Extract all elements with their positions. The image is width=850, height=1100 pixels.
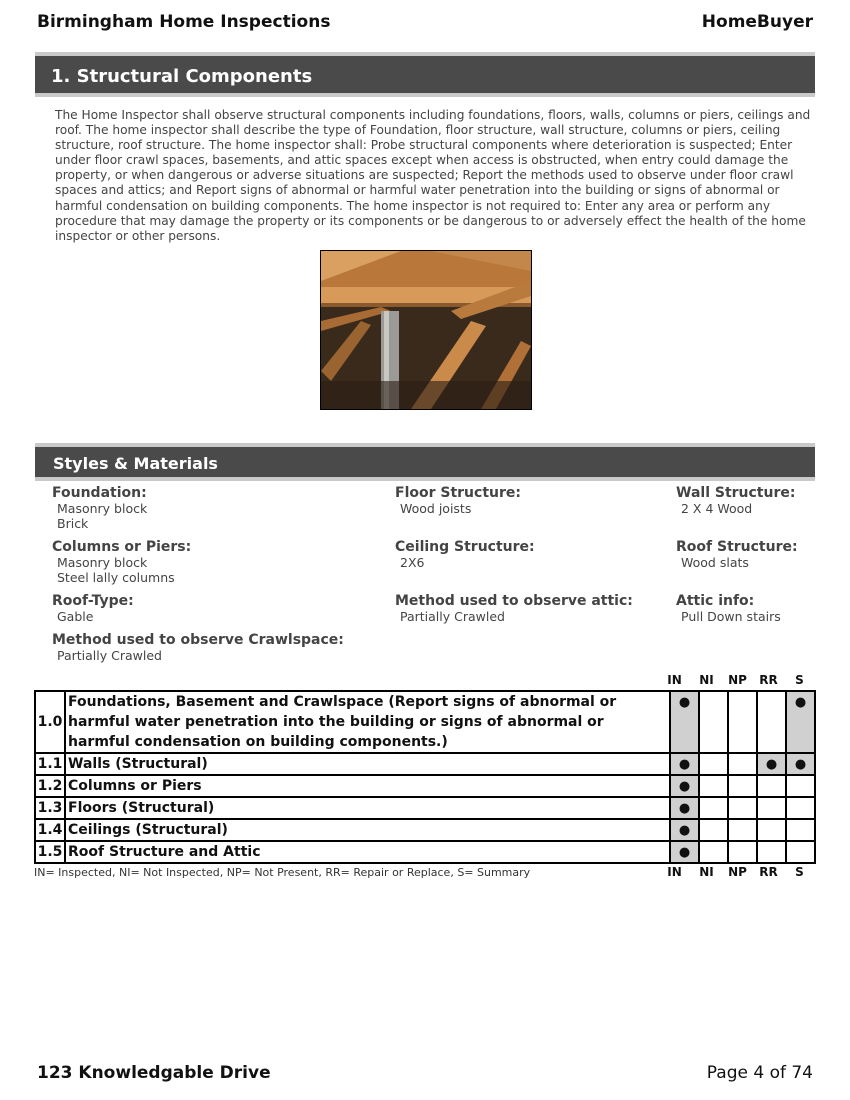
attic-info-group [676,593,781,624]
property-address: 123 Knowledgable Drive [37,1063,271,1083]
row-item: Foundations, Basement and Crawlspace (Report signs of abnormal or harmful water penetration into the building or signs of abnormal or harmful condensation on building components.) [65,691,670,753]
cell-s [786,797,815,819]
cell-in: ● [670,775,699,797]
floor-structure-label: Floor Structure: [395,485,521,501]
styles-title: Styles & Materials [53,454,218,473]
row-item: Columns or Piers [65,775,670,797]
col-header-s: S [795,673,804,687]
cell-rr [757,819,786,841]
table-row [35,691,815,753]
cell-in: ● [670,691,699,753]
columns-group [52,539,191,585]
section-intro: The Home Inspector shall observe structural components including foundations, floors, walls, columns or piers, ceilings and roof. The home inspector shall describe the type of Foundation, floor structure, wall structure, columns or piers, ceiling structure, roof structure. The home inspector shall: Probe structural components where deterioration is suspected; Enter under floor crawl spaces, basements, and attic spaces except when access is obstructed, when entry could damage the property, or when dangerous or adverse situations are suspected; Report the methods used to observe under floor crawl spaces and attics; and Report signs of abnormal or harmful water penetration into the building or signs of abnormal or harmful condensation on building components. The home inspector is not required to: Enter any area or perform any procedure that may damage the property or its components or be dangerous to or adversely effect the health of the home inspector or other persons. [55,108,811,243]
table-legend: IN= Inspected, NI= Not Inspected, NP= Not Present, RR= Repair or Replace, S= Summary [34,866,531,879]
cell-in: ● [670,841,699,863]
col-header-np: NP [728,865,747,879]
row-item: Ceilings (Structural) [65,819,670,841]
row-item: Floors (Structural) [65,797,670,819]
row-number: 1.5 [35,841,65,863]
cell-ni [699,691,728,753]
cell-ni [699,841,728,863]
cell-in: ● [670,819,699,841]
wall-structure-label: Wall Structure: [676,485,796,501]
roof-structure-group [676,539,798,570]
cell-s [786,775,815,797]
attic-photo [320,250,532,410]
col-header-ni: NI [699,865,714,879]
ceiling-structure-value: 2X6 [400,555,425,570]
roof-type-label: Roof-Type: [52,593,134,609]
table-row [35,753,815,775]
col-header-rr: RR [759,865,778,879]
crawl-method-label: Method used to observe Crawlspace: [52,632,344,648]
cell-ni [699,797,728,819]
cell-np [728,753,757,775]
cell-s: ● [786,753,815,775]
table-row [35,819,815,841]
cell-s: ● [786,691,815,753]
attic-method-value: Partially Crawled [400,609,505,624]
cell-in: ● [670,797,699,819]
attic-photo-image [321,251,531,409]
table-row [35,841,815,863]
report-type: HomeBuyer [701,12,813,32]
cell-np [728,819,757,841]
page-number: Page 4 of 74 [706,1063,813,1083]
cell-np [728,775,757,797]
ceiling-structure-label: Ceiling Structure: [395,539,535,555]
row-item: Walls (Structural) [65,753,670,775]
attic-method-label: Method used to observe attic: [395,593,633,609]
cell-in: ● [670,753,699,775]
cell-s [786,841,815,863]
roof-type-group [52,593,134,624]
columns-value: Masonry block [57,555,148,570]
columns-value: Steel lally columns [57,570,175,585]
roof-structure-label: Roof Structure: [676,539,798,555]
cell-rr: ● [757,753,786,775]
col-header-in: IN [667,673,682,687]
table-row [35,797,815,819]
wall-structure-group [676,485,795,516]
floor-structure-value: Wood joists [400,501,472,516]
floor-structure-group [395,485,521,516]
col-header-rr: RR [759,673,778,687]
cell-s [786,819,815,841]
col-header-np: NP [728,673,747,687]
cell-rr [757,797,786,819]
section-title: 1. Structural Components [51,66,313,87]
attic-info-value: Pull Down stairs [681,609,781,624]
company-name: Birmingham Home Inspections [37,12,331,32]
cell-ni [699,819,728,841]
cell-np [728,841,757,863]
wall-structure-value: 2 X 4 Wood [681,501,753,516]
foundation-value: Masonry block [57,501,148,516]
table-row [35,775,815,797]
columns-label: Columns or Piers: [52,539,192,555]
foundation-label: Foundation: [52,485,147,501]
row-item: Roof Structure and Attic [65,841,670,863]
cell-rr [757,775,786,797]
roof-structure-value: Wood slats [681,555,749,570]
col-header-s: S [795,865,804,879]
row-number: 1.4 [35,819,65,841]
col-header-in: IN [667,865,682,879]
cell-np [728,797,757,819]
crawl-method-group [52,632,344,663]
foundation-value: Brick [57,516,89,531]
foundation-group [52,485,147,531]
ceiling-structure-group [395,539,535,570]
crawl-method-value: Partially Crawled [57,648,162,663]
cell-ni [699,775,728,797]
cell-np [728,691,757,753]
cell-rr [757,691,786,753]
row-number: 1.3 [35,797,65,819]
row-number: 1.2 [35,775,65,797]
attic-info-label: Attic info: [676,593,755,609]
col-header-ni: NI [699,673,714,687]
section-title-bar [35,52,815,97]
inspection-table [34,690,816,864]
styles-title-bar [35,443,815,481]
attic-method-group [395,593,633,624]
cell-ni [699,753,728,775]
cell-rr [757,841,786,863]
row-number: 1.1 [35,753,65,775]
roof-type-value: Gable [57,609,94,624]
row-number: 1.0 [35,691,65,753]
